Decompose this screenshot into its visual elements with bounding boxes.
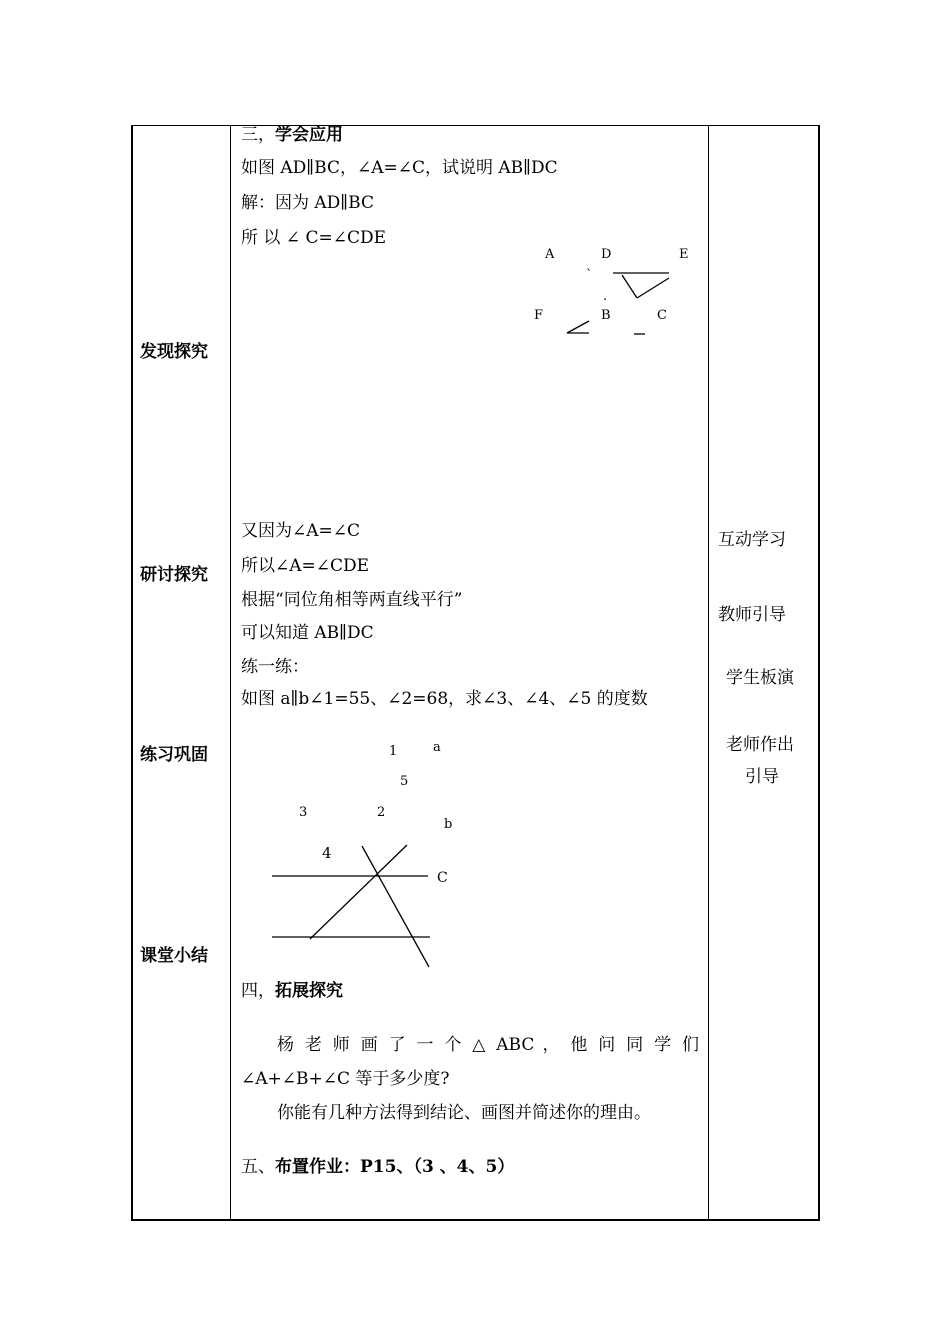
label-discover: 发现探究 [140, 342, 208, 362]
practice-title: 练一练： [241, 657, 309, 677]
section3-heading-num: 三， [241, 125, 275, 145]
fig1-line-down [622, 275, 637, 298]
fig2-transversal-2 [310, 845, 407, 939]
label-summary: 课堂小结 [140, 946, 208, 966]
section3-line2: 解：因为 AD∥BC [241, 193, 374, 213]
label-discuss: 研讨探究 [140, 565, 208, 585]
fig1-label-E: E [679, 247, 689, 262]
fig1-tick-mark: ˋ [586, 268, 593, 283]
fig2-label-b: b [444, 817, 453, 832]
fig2-label-2: 2 [377, 805, 386, 820]
fig2-label-C: C [437, 870, 448, 886]
section4-heading-title: 拓展探究 [275, 981, 343, 1001]
note-teacher-guide: 教师引导 [718, 605, 786, 625]
note-teacher-guide2-line2: 引导 [745, 767, 779, 787]
fig1-label-D: D [601, 247, 612, 262]
fig1-dot-mark: . [603, 289, 608, 304]
section5-heading-num: 五、 [241, 1157, 275, 1177]
fig1-label-F: F [534, 308, 544, 323]
fig1-label-C: C [657, 308, 667, 323]
section3-line1: 如图 AD∥BC，∠A=∠C，试说明 AB∥DC [241, 158, 558, 178]
proof-line2: 所以∠A=∠CDE [241, 556, 370, 576]
note-student-demo: 学生板演 [726, 668, 794, 688]
note-teacher-guide2-line1: 老师作出 [726, 735, 794, 755]
label-practice: 练习巩固 [140, 745, 208, 765]
section3-heading-title: 学会应用 [275, 125, 343, 145]
fig1-label-A: A [545, 247, 555, 262]
section4-paragraph2: 你能有几种方法得到结论、画图并简述你的理由。 [277, 1103, 651, 1123]
fig1-line-F [567, 321, 589, 333]
fig1-label-B: B [601, 308, 611, 323]
fig1-line-CE [637, 278, 669, 298]
note-interactive: 互动学习 [718, 530, 786, 550]
section4-paragraph1-line1: 杨 老 师 画 了 一 个 △ ABC ， 他 问 同 学 们 [277, 1035, 699, 1055]
figure2-lines [272, 845, 430, 967]
proof-line3: 根据“同位角相等两直线平行” [241, 590, 463, 610]
figure1-lines [567, 273, 669, 334]
section4-heading-num: 四， [241, 981, 275, 1001]
fig2-label-4: 4 [322, 844, 332, 862]
fig2-label-a: a [433, 740, 441, 755]
fig2-transversal-1 [362, 846, 429, 967]
practice-question: 如图 a∥b∠1=55、∠2=68，求∠3、∠4、∠5 的度数 [241, 689, 648, 709]
proof-line4: 可以知道 AB∥DC [241, 623, 374, 643]
section3-line3: 所 以 ∠ C=∠CDE [241, 228, 386, 248]
proof-line1: 又因为∠A=∠C [241, 521, 361, 541]
fig2-label-1: 1 [389, 744, 398, 759]
fig2-label-5: 5 [400, 774, 409, 789]
section4-paragraph1-line2: ∠A+∠B+∠C 等于多少度? [241, 1069, 450, 1089]
section5-heading-title: 布置作业：P15、（3 、4、5） [275, 1157, 515, 1177]
fig2-label-3: 3 [299, 805, 308, 820]
